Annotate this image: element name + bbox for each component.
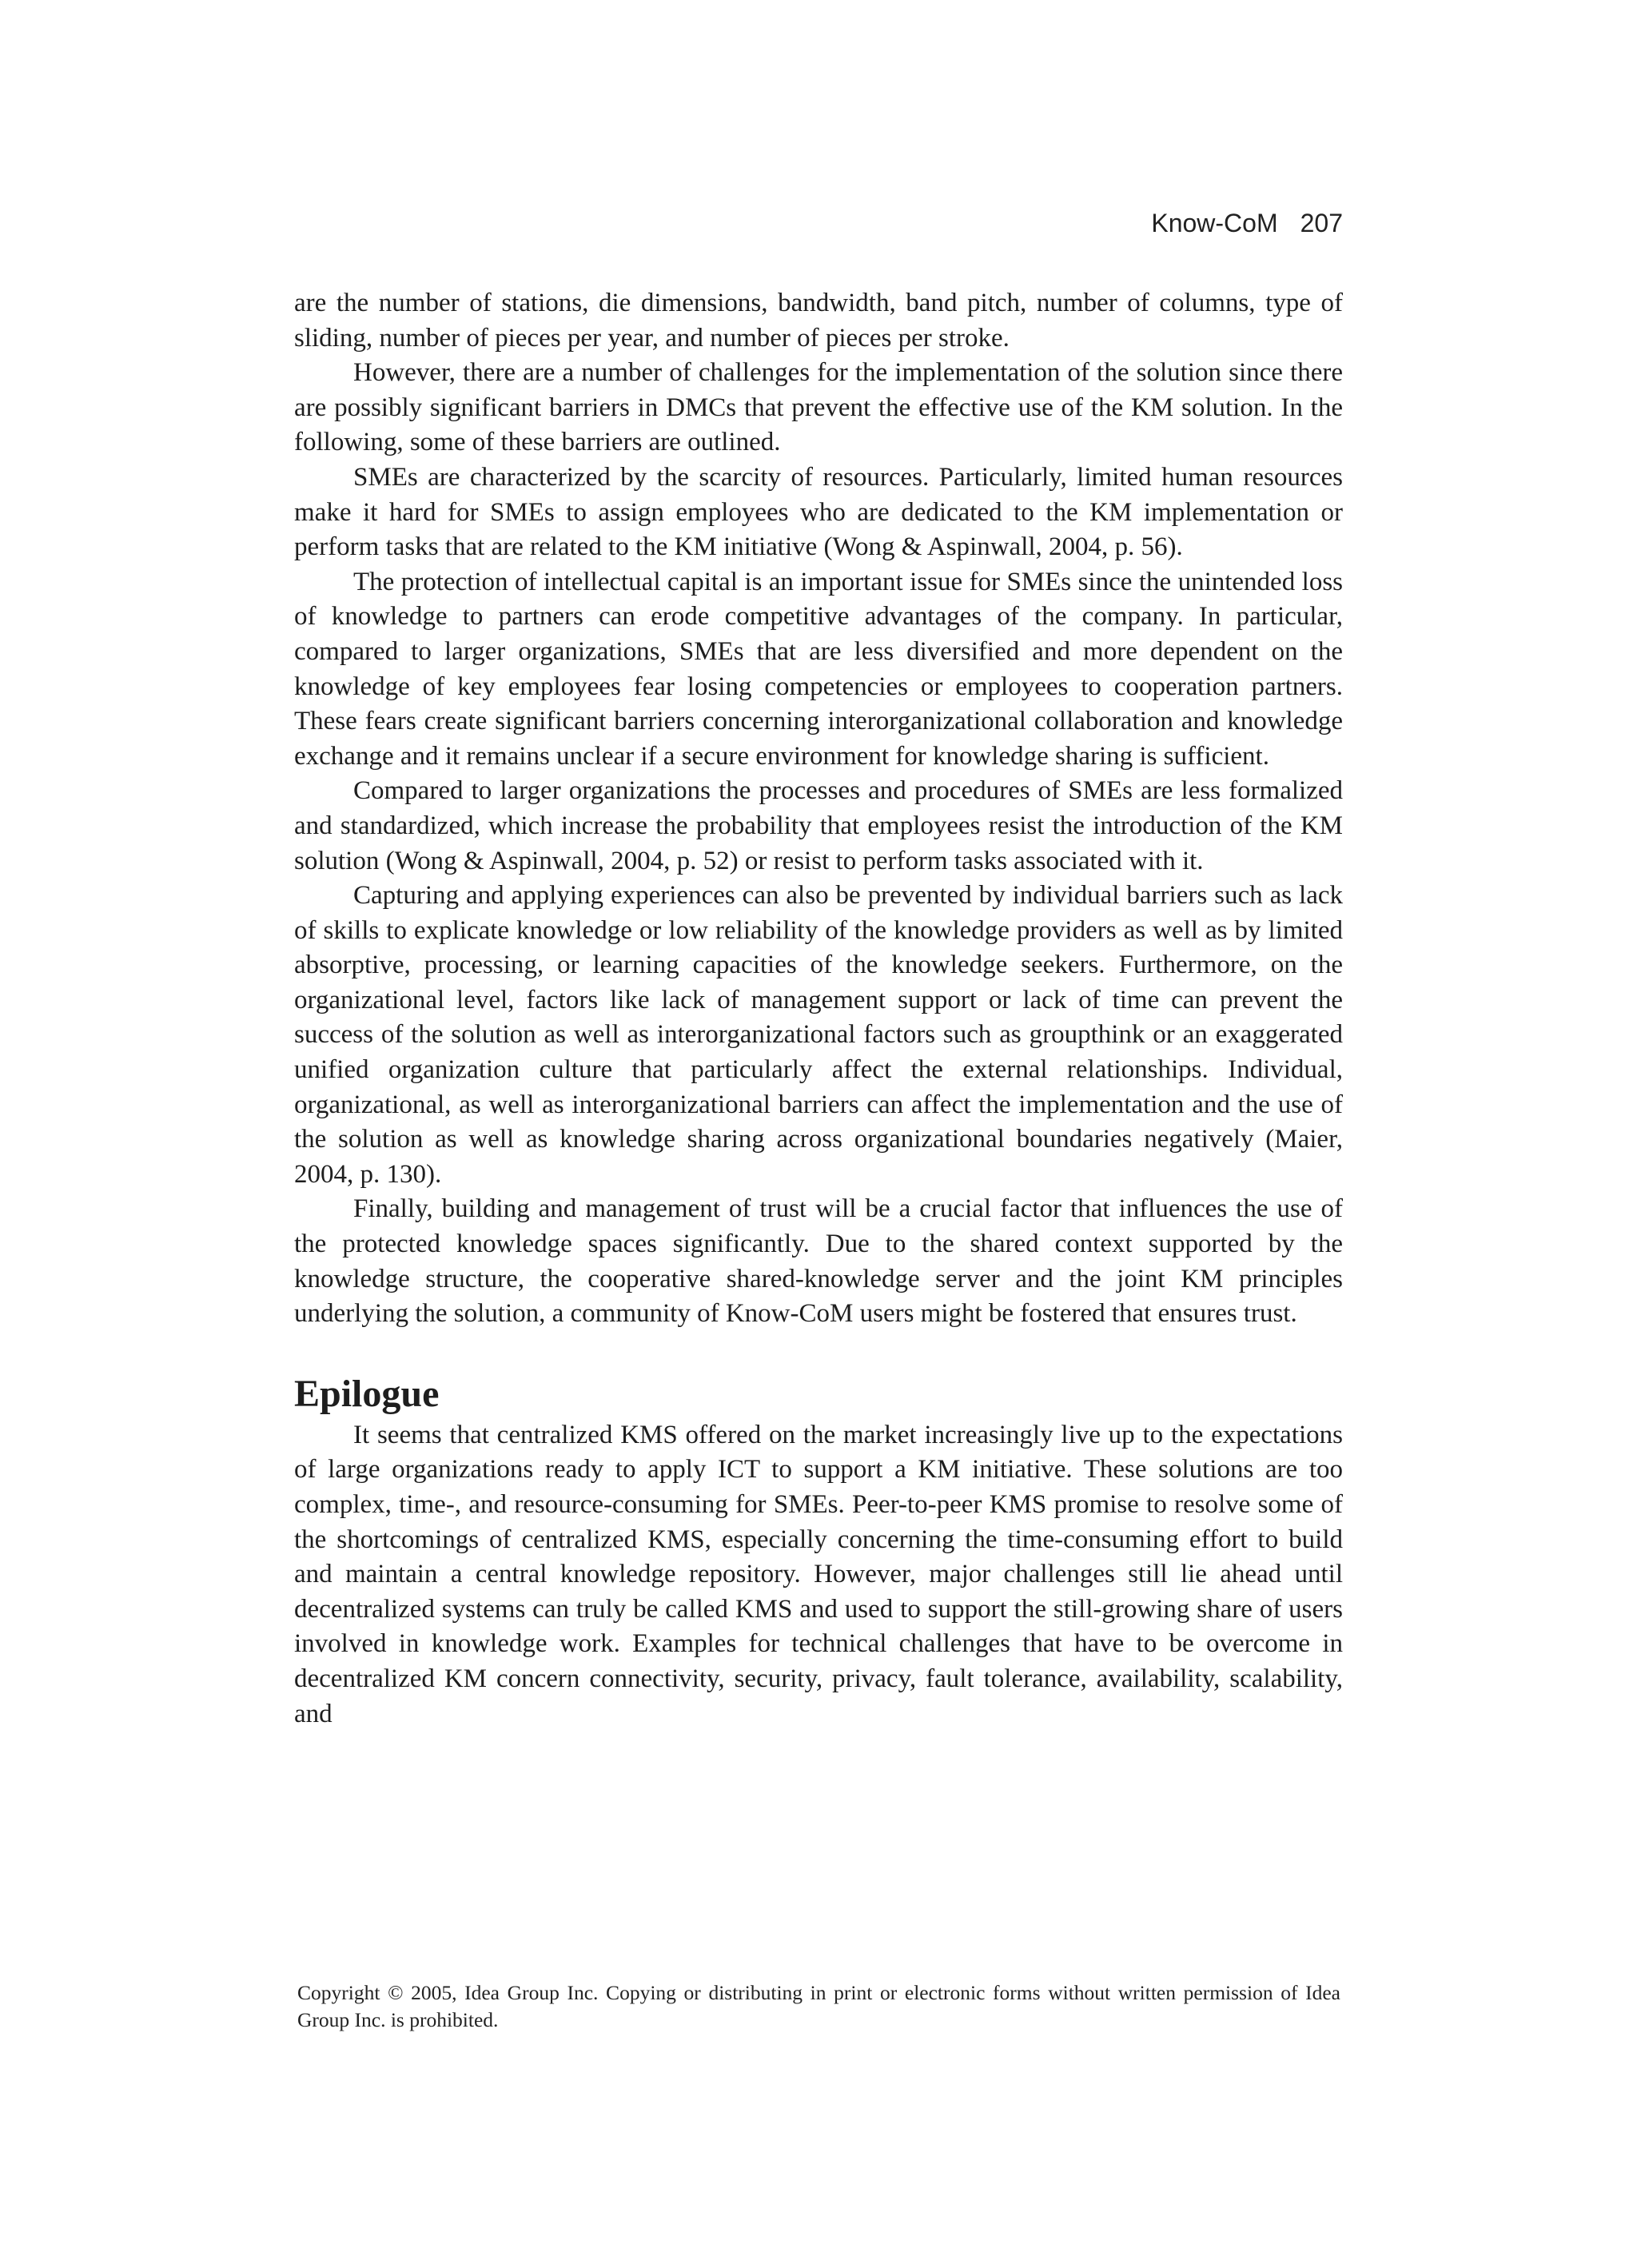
copyright-notice: Copyright © 2005, Idea Group Inc. Copying or distributing in print or electronic forms without written permission of Idea Group Inc. is prohibited. bbox=[297, 1981, 1340, 2031]
paragraph-continued: are the number of stations, die dimensions, bandwidth, band pitch, number of columns, type of sliding, number of pieces per year, and number of pieces per stroke. bbox=[294, 289, 1343, 353]
page-number: 207 bbox=[1300, 209, 1343, 237]
running-head bbox=[294, 205, 1343, 241]
paragraph-formalization: Compared to larger organizations the processes and procedures of SMEs are less formalized and standardized, which increase the probability that employees resist the introduction of the KM solution (Wong & Aspinwall, 2004, p. 52) or resist to perform tasks associated with it. bbox=[294, 776, 1343, 875]
paragraph-individual-barriers: Capturing and applying experiences can also be prevented by individual barriers such as lack of skills to explicate knowledge or low reliability of the knowledge providers as well as by limited absorptive, processing, or learning capacities of the knowledge seekers. Furthermore, on the organizational level, factors like lack of management support or lack of time can prevent the success of the solution as well as interorganizational factors such as groupthink or an exaggerated unified organization culture that particularly affect the external relationships. Individual, organizational, as well as interorganizational barriers can affect the implementation and the use of the solution as well as knowledge sharing across organizational boundaries negatively (Maier, 2004, p. 130). bbox=[294, 881, 1343, 1189]
body-text bbox=[294, 286, 1343, 1732]
paragraph-challenges: However, there are a number of challenges for the implementation of the solution since there are possibly significant barriers in DMCs that prevent the effective use of the KM solution. In the following, some of these barriers are outlined. bbox=[294, 358, 1343, 457]
section-heading-epilogue: Epilogue bbox=[294, 1372, 440, 1415]
paragraph-trust: Finally, building and management of trust will be a crucial factor that influences the use of the protected knowledge spaces significantly. Due to the shared context supported by the knowledge structure, the cooperative shared-knowledge server and the joint KM principles underlying the solution, a community of Know-CoM users might be fostered that ensures trust. bbox=[294, 1194, 1343, 1329]
paragraph-epilogue: It seems that centralized KMS offered on the market increasingly live up to the expectations of large organizations ready to apply ICT to support a KM initiative. These solutions are too complex, time-, and resource-consuming for SMEs. Peer-to-peer KMS promise to resolve some of the shortcomings of centralized KMS, especially concerning the time-consuming effort to build and maintain a central knowledge repository. However, major challenges still lie ahead until decentralized systems can truly be called KMS and used to support the still-growing share of users involved in knowledge work. Examples for technical challenges that have to be overcome in decentralized KM concern connectivity, security, privacy, fault tolerance, availability, scalability, and bbox=[294, 1420, 1343, 1728]
running-head-title: Know-CoM bbox=[1151, 209, 1278, 237]
paragraph-intellectual-capital: The protection of intellectual capital is an important issue for SMEs since the unintended loss of knowledge to partners can erode competitive advantages of the company. In particular, compared to larger organizations, SMEs that are less diversified and more dependent on the knowledge of key employees fear losing competencies or employees to cooperation partners. These fears create significant barriers concerning interorganizational collaboration and knowledge exchange and it remains unclear if a secure environment for knowledge sharing is sufficient. bbox=[294, 567, 1343, 771]
paragraph-scarcity-of-resources: SMEs are characterized by the scarcity of resources. Particularly, limited human resources make it hard for SMEs to assign employees who are dedicated to the KM implementation or perform tasks that are related to the KM initiative (Wong & Aspinwall, 2004, p. 56). bbox=[294, 462, 1343, 562]
